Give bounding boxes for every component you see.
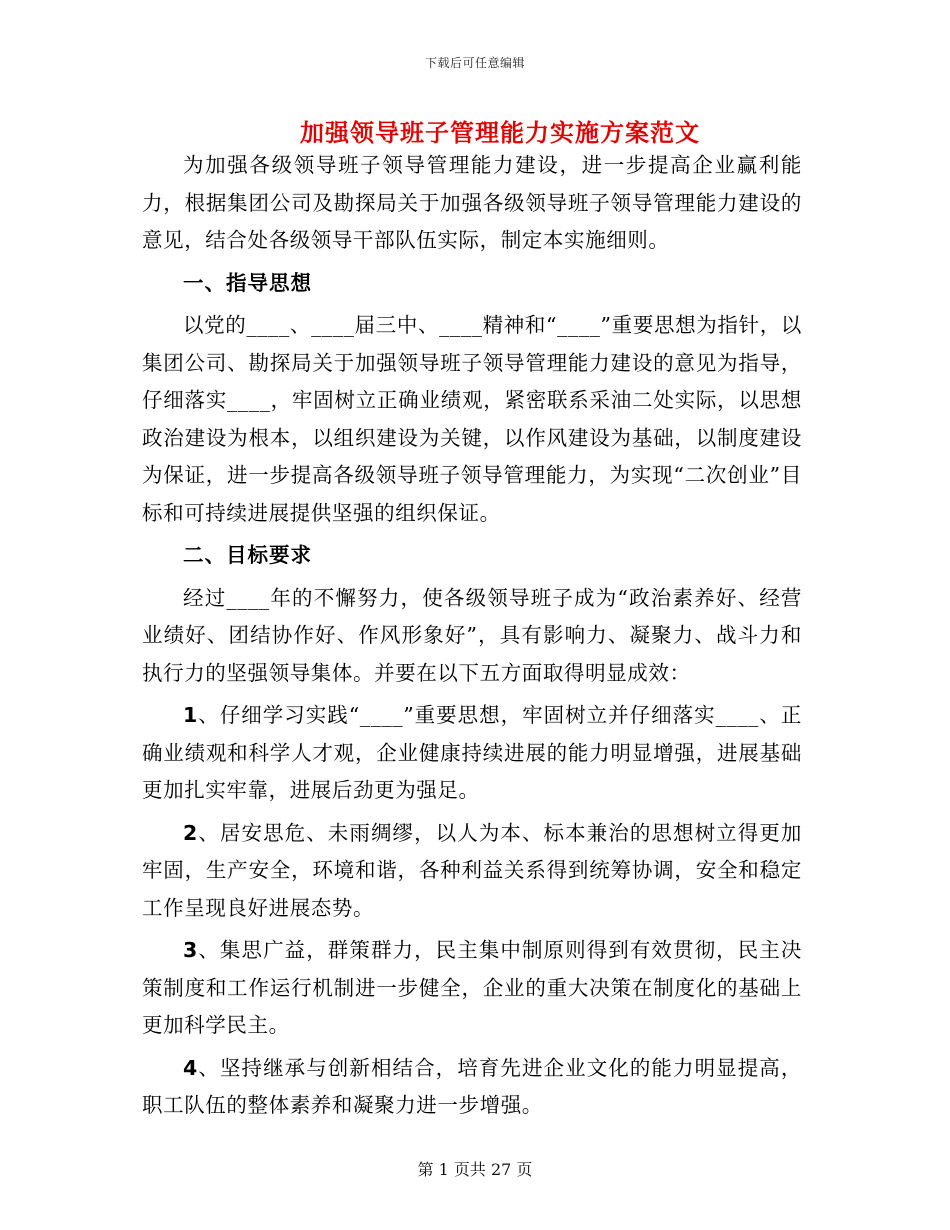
goal-item-number: 3 (183, 938, 198, 962)
goal-item-text: 、居安思危、未雨绸缪，以人为本、标本兼治的思想树立得更加牢固，生产安全，环境和谐，各种利益关系得到统筹协调，安全和稳定工作呈现良好进展态势。 (142, 820, 802, 920)
goal-item-2 (142, 815, 802, 928)
page-number: 第 1 页共 27 页 (417, 1160, 533, 1179)
header-note: 下载后可任意编辑 (424, 56, 525, 70)
goal-item-number: 4 (183, 1055, 198, 1080)
goal-item-number: 1 (183, 703, 198, 727)
section-heading-goals: 二、目标要求 (183, 543, 312, 567)
document-body (142, 147, 802, 1125)
goal-item-4 (142, 1050, 802, 1125)
goal-item-text: 、集思广益，群策群力，民主集中制原则得到有效贯彻，民主决策制度和工作运行机制进一步健全，企业的重大决策在制度化的基础上更加科学民主。 (142, 938, 802, 1037)
section-paragraph-guiding-thought: 以党的____、____届三中、____精神和“____”重要思想为指针，以集团公司、勘探局关于加强领导班子领导管理能力建设的意见为指导，仔细落实____，牢固树立正确业绩观，紧密联系采油二处实际，以思想政治建设为根本，以组织建设为关键，以作风建设为基础，以制度建设为保证，进一步提高各级领导班子领导管理能力，为实现“二次创业”目标和可持续进展提供坚强的组织保证。 (142, 313, 802, 525)
goal-item-number: 2 (183, 820, 198, 845)
goal-item-3 (142, 932, 802, 1045)
goal-item-text: 、仔细学习实践“____”重要思想，牢固树立并仔细落实____、正确业绩观和科学人才观，企业健康持续进展的能力明显增强，进展基础更加扎实牢靠，进展后劲更为强足。 (142, 703, 802, 802)
document-title: 加强领导班子管理能力实施方案范文 (300, 118, 700, 147)
intro-paragraph: 为加强各级领导班子领导管理能力建设，进一步提高企业赢利能力，根据集团公司及勘探局关于加强各级领导班子领导管理能力建设的意见，结合处各级领导干部队伍实际，制定本实施细则。 (142, 153, 802, 252)
section-paragraph-goals: 经过____年的不懈努力，使各级领导班子成为“政治素养好、经营业绩好、团结协作好、作风形象好”，具有影响力、凝聚力、战斗力和执行力的坚强领导集体。并要在以下五方面取得明显成效： (142, 585, 802, 685)
goal-item-text: 、坚持继承与创新相结合，培育先进企业文化的能力明显提高，职工队伍的整体素养和凝聚力进一步增强。 (142, 1055, 802, 1117)
section-heading-guiding-thought: 一、指导思想 (183, 270, 312, 295)
goal-item-1 (142, 697, 802, 810)
